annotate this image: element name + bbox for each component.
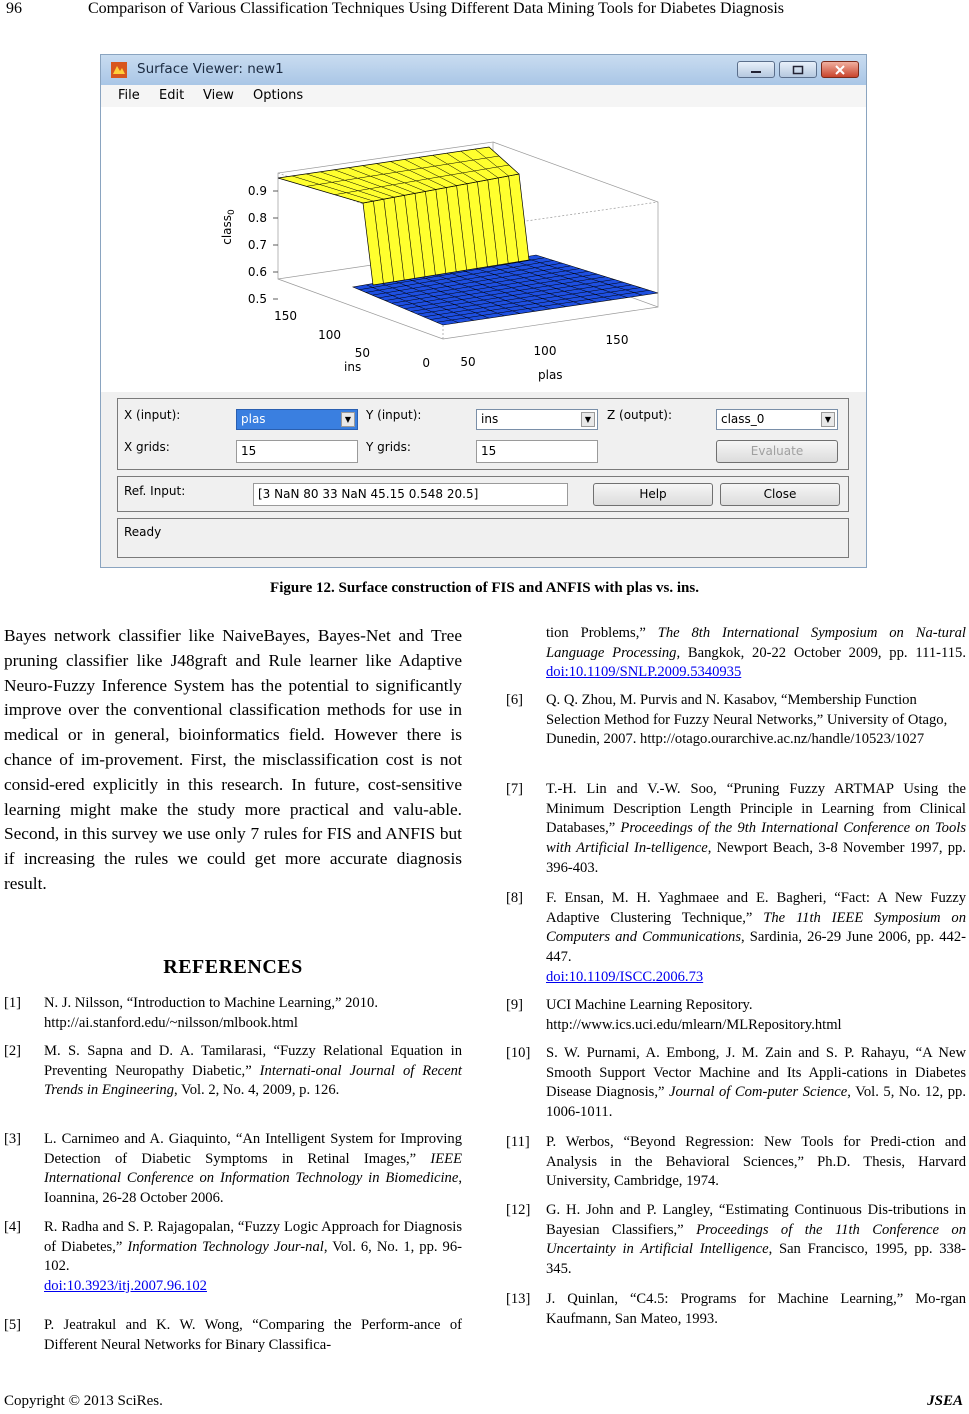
ref-details: , Newport Beach, 3-8 November 1997, pp. 396-403. (546, 840, 967, 876)
ref-text: Q. Q. Zhou, M. Purvis and N. Kasabov, “Membership Function Selection Method for Fuzzy Neural Networks,” University of Otago, Dunedin, 2007. http://otago.ourarchive.ac.nz/handle/10523/1027 (546, 692, 948, 748)
minimize-button[interactable] (737, 61, 775, 78)
ref-details: , Bangkok, 20-22 October 2009, pp. 111-115. (676, 644, 966, 661)
z-output-value: class_0 (721, 412, 765, 426)
surface-viewer-window (100, 54, 867, 568)
z-tick-label: 0.6 (247, 265, 267, 279)
reference-3 (4, 1130, 462, 1210)
x-tick-label: 100 (533, 344, 557, 358)
ref-number: [10] (506, 1045, 531, 1061)
footer-copyright: Copyright © 2013 SciRes. (4, 1393, 163, 1409)
ref-doi-link[interactable]: doi:10.1109/ISCC.2006.73 (546, 968, 704, 985)
ref-number: [7] (506, 781, 524, 797)
ref-venue: The 8th International Symposium on Na-tural Language Processing (546, 625, 966, 661)
running-title: Comparison of Various Classification Techniques Using Different Data Mining Tools for Diabetes Diagnosis (88, 0, 785, 17)
menu-options[interactable]: Options (253, 88, 304, 103)
ref-text: P. Werbos, “Beyond Regression: New Tools for Predi-ction and Analysis in the Behavioral Sciences,” Ph.D. Thesis, Harvard University, Cambridge, 1974. (546, 1134, 966, 1190)
ref-text: J. Quinlan, “C4.5: Programs for Machine Learning,” Mo-rgan Kaufmann, San Mateo, 1993. (546, 1291, 966, 1327)
ref-number: [2] (4, 1043, 22, 1059)
reference-12 (506, 1201, 966, 1281)
ref-journal: Internati-onal Journal of Recent Trends in Engineering (44, 1062, 462, 1099)
y-grids-label: Y grids: (366, 440, 411, 454)
ref-text: N. J. Nilsson, “Introduction to Machine Learning,” 2010. http://ai.stanford.edu/~nilsson/mlbook.html (44, 995, 378, 1031)
z-output-dropdown[interactable] (716, 409, 838, 430)
ref-number: [12] (506, 1202, 531, 1218)
reference-7 (506, 780, 966, 880)
reference-6 (506, 691, 966, 771)
z-tick-label: 0.7 (247, 238, 267, 252)
ref-text: M. S. Sapna and D. A. Tamilarasi, “Fuzzy Relational Equation in Preventing Neuropathy Diabetic,” (44, 1043, 462, 1079)
surface-plot-area (101, 107, 866, 392)
surface-plot[interactable] (101, 107, 866, 392)
ref-number: [3] (4, 1131, 22, 1147)
ref-number: [9] (506, 997, 524, 1013)
x-grids-field[interactable]: 15 (236, 440, 358, 463)
ref-text: L. Carnimeo and A. Giaquinto, “An Intelligent System for Improving Detection of Diabetic Symptoms in Retinal Images,” (44, 1131, 462, 1167)
ref-journal: Information Technology Jour-nal (127, 1238, 324, 1255)
status-panel (117, 518, 849, 558)
close-icon (833, 64, 847, 76)
ref-details: , Vol. 5, No. 12, pp. 1006-1011. (546, 1084, 967, 1121)
y-input-value: ins (481, 412, 499, 426)
ref-number: [11] (506, 1134, 530, 1150)
x-input-dropdown[interactable] (236, 409, 358, 430)
reference-1 (4, 994, 462, 1034)
y-tick-label: 50 (354, 346, 370, 360)
menu-edit[interactable]: Edit (159, 88, 185, 103)
ref-text: P. Jeatrakul and K. W. Wong, “Comparing the Perform-ance of Different Neural Networks for Binary Classifica- (44, 1317, 462, 1353)
ref-input-panel (117, 476, 849, 512)
ref-text: T.-H. Lin and V.-W. Soo, “Pruning Fuzzy ARTMAP Using the Minimum Description Length Principle in Learning from Clinical Databases,” (546, 781, 966, 837)
menu-file[interactable]: File (118, 88, 140, 103)
z-axis-label: class$_0$ (220, 209, 237, 245)
z-tick-label: 0.8 (247, 211, 267, 225)
minimize-icon (749, 65, 763, 75)
reference-8 (506, 889, 966, 989)
x-input-value: plas (241, 412, 266, 426)
ref-details: , Ioannina, 26-28 October 2006. (44, 1170, 462, 1207)
ref-journal: Journal of Com-puter Science (669, 1084, 848, 1101)
ref-details: , Vol. 2, No. 4, 2009, p. 126. (174, 1082, 340, 1099)
ref-details: , Vol. 6, No. 1, pp. 96-102. (44, 1238, 462, 1275)
z-tick-labels (248, 184, 278, 306)
y-grids-field[interactable]: 15 (476, 440, 598, 463)
menu-bar (101, 85, 866, 107)
close-window-button[interactable] (821, 61, 859, 78)
ref-text: UCI Machine Learning Repository. http://www.ics.uci.edu/mlearn/MLRepository.html (546, 997, 842, 1033)
maximize-button[interactable] (779, 61, 817, 78)
body-paragraph: Bayes network classifier like NaiveBayes, Bayes-Net and Tree pruning classifier like J48graft and Rule learner like Adaptive Neuro-Fuzzy Inference System has the potential to significantly improve over the conventional classification methods for use in medical or in general, bioinformatics field. However there is chance of im-provement. First, the misclassification cost is not consid-ered explicitly in this research. In future, cost-sensitive learning might make the study more practical and valu-able. Second, in this survey we use only 7 rules for FIS and ANFIS but if increasing the rules we could get more accurate diagnosis result. (4, 626, 462, 893)
references-heading: REFERENCES (163, 956, 303, 978)
maximize-icon (791, 65, 805, 75)
ref-number: [6] (506, 692, 524, 708)
reference-10 (506, 1044, 966, 1124)
y-input-label: Y (input): (366, 408, 422, 422)
chevron-down-icon: ▼ (581, 412, 595, 427)
ref-input-label: Ref. Input: (124, 484, 186, 498)
page-number: 96 (6, 0, 22, 17)
reference-5-continued (506, 624, 966, 684)
x-axis-label: plas (538, 368, 563, 382)
status-text: Ready (124, 525, 162, 539)
y-input-dropdown[interactable] (476, 409, 598, 430)
ref-input-field[interactable]: [3 NaN 80 33 NaN 45.15 0.548 20.5] (253, 483, 568, 506)
ref-text: tion Problems,” (546, 625, 658, 641)
axis-config-panel (117, 398, 849, 470)
z-tick-label: 0.9 (247, 184, 267, 198)
ref-venue: Proceedings of the 9th International Conference on Tools with Artificial In-telligence (546, 820, 966, 857)
ref-text: S. W. Purnami, A. Embong, J. M. Zain and S. P. Rahayu, “A New Smooth Support Vector Machine and Its Appli-cations in Diabetes Disease Diagnosis,” (546, 1045, 966, 1101)
ref-venue: Proceedings of the 11th Conference on Uncertainty in Artificial Intelligence (546, 1221, 966, 1258)
close-button[interactable]: Close (720, 483, 840, 506)
ref-venue: IEEE International Conference on Information Technology in Biomedicine (44, 1150, 462, 1187)
y-tick-label: 100 (318, 328, 341, 342)
ref-text: F. Ensan, M. H. Yaghmaee and E. Bagheri, “Fact: A New Fuzzy Adaptive Clustering Technique,” (546, 890, 966, 926)
ref-number: [8] (506, 890, 524, 906)
footer-journal: JSEA (927, 1393, 963, 1409)
ref-number: [1] (4, 995, 22, 1011)
reference-9 (506, 996, 966, 1036)
ref-details: , San Francisco, 1995, pp. 338-345. (546, 1241, 967, 1278)
surface-mesh (278, 147, 658, 325)
matlab-icon (111, 62, 127, 78)
y-axis-label: ins (344, 360, 362, 374)
z-output-label: Z (output): (607, 408, 673, 422)
ref-number: [4] (4, 1219, 22, 1235)
ref-number: [13] (506, 1291, 531, 1307)
chevron-down-icon: ▼ (821, 412, 835, 427)
reference-4 (4, 1218, 462, 1308)
reference-13 (506, 1290, 966, 1330)
x-grids-label: X grids: (124, 440, 170, 454)
figure-caption: Figure 12. Surface construction of FIS and ANFIS with plas vs. ins. (270, 580, 699, 596)
ref-doi-link[interactable]: doi:10.3923/itj.2007.96.102 (44, 1278, 207, 1295)
ref-number: [5] (4, 1317, 22, 1333)
y-tick-label: 0 (422, 356, 430, 370)
x-tick-label: 150 (605, 333, 629, 347)
reference-2 (4, 1042, 462, 1122)
y-tick-label: 150 (274, 309, 297, 323)
x-tick-labels (460, 333, 628, 369)
ref-text: G. H. John and P. Langley, “Estimating Continuous Dis-tributions in Bayesian Classifiers,” (546, 1202, 966, 1238)
menu-view[interactable]: View (203, 88, 234, 103)
x-input-label: X (input): (124, 408, 181, 422)
chevron-down-icon: ▼ (341, 412, 355, 427)
evaluate-button[interactable]: Evaluate (716, 440, 838, 463)
ref-doi-link[interactable]: doi:10.1109/SNLP.2009.5340935 (546, 664, 742, 681)
x-tick-label: 50 (460, 355, 476, 369)
reference-5 (4, 1316, 462, 1356)
help-button[interactable]: Help (593, 483, 713, 506)
reference-11 (506, 1133, 966, 1193)
window-title: Surface Viewer: new1 (137, 61, 284, 77)
ref-text: R. Radha and S. P. Rajagopalan, “Fuzzy Logic Approach for Diagnosis of Diabetes,” (44, 1219, 462, 1255)
z-tick-label: 0.5 (247, 292, 267, 306)
ref-details: , Sardinia, 26-29 June 2006, pp. 442-447. (546, 929, 967, 966)
ref-venue: The 11th IEEE Symposium on Computers and Communications (546, 909, 966, 946)
window-titlebar (101, 55, 866, 85)
